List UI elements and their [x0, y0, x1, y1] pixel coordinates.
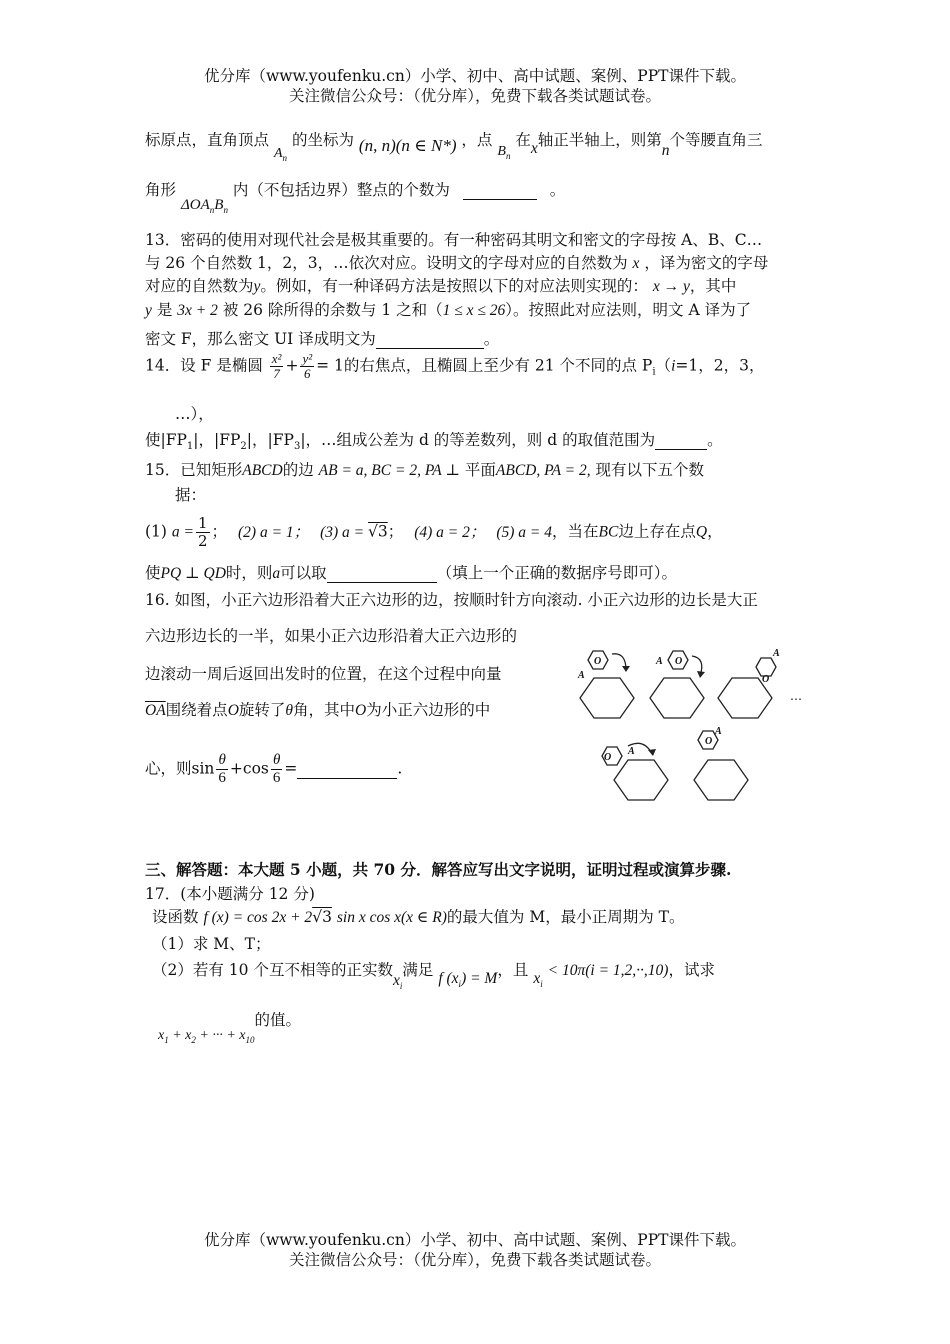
big-hexagon: [614, 760, 668, 800]
label-O: O: [705, 736, 713, 747]
label-A: A: [715, 726, 722, 737]
q14-line-1: 14．设 F 是椭圆 $\frac{\text{x²}}{7}$ + $\frac{\text{y²}}{6}$ = 1的右焦点，且椭圆上至少有 21 个不同的点 $P_i(i=1$，2，3，: [145, 351, 765, 381]
q16-line-1: 16. 如图，小正六边形沿着大正六边形的边，按顺时针方向滚动. 小正六边形的边长是大正: [145, 591, 758, 609]
vector-OA: $\overline{OA}$: [145, 702, 166, 719]
q17-line-2: （1）求 M、T；: [152, 935, 271, 953]
q17-head: 17．(本小题满分 12 分): [145, 885, 315, 903]
q13-line-5: 密文 F，那么密文 UI 译成明文为 。: [145, 330, 500, 348]
q12-triangle: $\Delta OA_nB_n$: [180, 197, 228, 215]
footer-line-1: 优分库（www.youfenku.cn）小学、初中、高中试题、案例、PPT课件下载。: [203, 1231, 747, 1249]
q13-line-3: 对应的自然数为y。例如，有一种译码方法是按照以下的对应法则实现的： x → y，其中: [145, 277, 737, 295]
q12-x: x: [530, 140, 538, 157]
label-O: O: [762, 674, 770, 685]
q12-n: n: [661, 142, 670, 159]
q12-Bn: $B_n$: [497, 144, 511, 161]
label-A: A: [773, 648, 780, 659]
answer-blank-14[interactable]: [655, 431, 707, 450]
label-A: A: [656, 656, 663, 667]
answer-blank-16[interactable]: [297, 760, 397, 779]
q16-line-2: 六边形边长的一半，如果小正六边形沿着大正六边形的: [145, 627, 518, 645]
label-O: O: [675, 656, 683, 667]
answer-blank-13[interactable]: [376, 330, 484, 349]
fraction-1-2: $\frac{1}{2}$: [198, 514, 208, 550]
q17-line-1: 设函数 f (x) = cos 2x + 2√3 sin x cos x(x ∈ R)的最大值为 M，最小正周期为 T。: [152, 908, 685, 926]
fraction-theta-6: $\frac{\theta}{6}$: [218, 752, 226, 786]
q12-text: 轴正半轴上，则第: [537, 131, 662, 149]
fraction-x2-7: $\frac{\text{x²}}{7}$: [271, 351, 282, 381]
q12-text: 。: [549, 181, 566, 199]
big-hexagon: [580, 678, 634, 718]
q15-line-4: 使PQ ⊥ QD时，则a可以取 （填上一个正确的数据序号即可）。: [145, 564, 677, 582]
q12-text: ，点: [461, 131, 493, 149]
q16-line-3: 边滚动一周后返回出发时的位置，在这个过程中向量: [145, 665, 502, 683]
q12-coord: (n, n)(n ∈ N*): [358, 136, 457, 155]
big-hexagon: [694, 760, 748, 800]
q12-text: 在: [515, 131, 531, 149]
label-O: O: [604, 752, 612, 763]
fraction-theta-6: $\frac{\theta}{6}$: [272, 752, 281, 786]
q12-text: 标原点，直角顶点: [145, 131, 270, 149]
q16-line-5: 心，则sin $\frac{\theta}{6}$ +cos $\frac{\theta}{6}$ = .: [145, 752, 403, 786]
q15-line-2: 据：: [175, 486, 207, 504]
header-line-2: 关注微信公众号：（优分库），免费下载各类试题试卷。: [288, 87, 661, 105]
answer-blank-12[interactable]: [463, 181, 537, 200]
q12-An: $A_n$: [273, 146, 288, 163]
q12-line-2: [145, 178, 566, 215]
q12-text: 的坐标为: [291, 131, 354, 149]
sqrt-3: √3: [368, 522, 388, 541]
q17-line-4: $x_1 + x_2$ + ··· + $x_{10}$的值。: [158, 1011, 302, 1045]
q12-text: 个等腰直角三: [669, 131, 763, 149]
q15-options: (1) a = $\frac{1}{2}$ ； (2) a = 1； (3) a = √3； (4) a = 2； (5) a = 4，当在BC边上存在点Q，: [145, 514, 723, 550]
q13-line-2: 与 26 个自然数 1，2，3，…依次对应。设明文的字母对应的自然数为 x ，译为密文的字母: [145, 254, 769, 272]
big-hexagon: [650, 678, 704, 718]
section-3-title: 三、解答题：本大题 5 小题，共 70 分．解答应写出文字说明，证明过程或演算步骤.: [145, 860, 732, 879]
hexagon-rolling-figure: [570, 642, 810, 817]
q17-line-3: （2）若有 10 个互不相等的正实数$x_i$满足 f $(x_i) = M$，且 $x_i < 10\pi(i = 1,2,\cdot\cdot,10)$，试求: [152, 961, 715, 992]
q15-line-1: 15．已知矩形ABCD的边 AB = a, BC = 2, PA ⊥ 平面ABCD, PA = 2, 现有以下五个数: [145, 461, 705, 479]
label-A: A: [578, 670, 585, 681]
header-line-1: 优分库（www.youfenku.cn）小学、初中、高中试题、案例、PPT课件下载。: [203, 67, 747, 85]
q16-line-4: $\overline{OA}$围绕着点O旋转了θ角，其中O为小正六边形的中: [145, 701, 491, 719]
q13-line-1: 13．密码的使用对现代社会是极其重要的。有一种密码其明文和密文的字母按 A、B、C…: [145, 231, 763, 249]
ellipsis: …: [790, 689, 802, 703]
label-A: A: [628, 746, 635, 757]
answer-blank-15[interactable]: [327, 564, 437, 583]
q13-line-4: y 是 3x + 2 被 26 除所得的余数与 1 之和（1 ≤ x ≤ 26）。按照此对应法则，明文 A 译为了: [145, 301, 752, 319]
q12-text: 内（不包括边界）整点的个数为: [232, 181, 450, 199]
q14-line-3: 使$|FP_1|$，$|FP_2|$，$|FP_3|$，…组成公差为 d 的等差数列，则 d 的取值范围为 。: [145, 431, 723, 453]
q12-text: 角形: [145, 181, 177, 199]
q14-line-2: …），: [175, 405, 214, 423]
q12-line-1: [145, 128, 763, 163]
label-O: O: [594, 656, 602, 667]
fraction-y2-6: $\frac{\text{y²}}{6}$: [302, 351, 313, 381]
footer-line-2: 关注微信公众号：（优分库），免费下载各类试题试卷。: [288, 1251, 661, 1269]
